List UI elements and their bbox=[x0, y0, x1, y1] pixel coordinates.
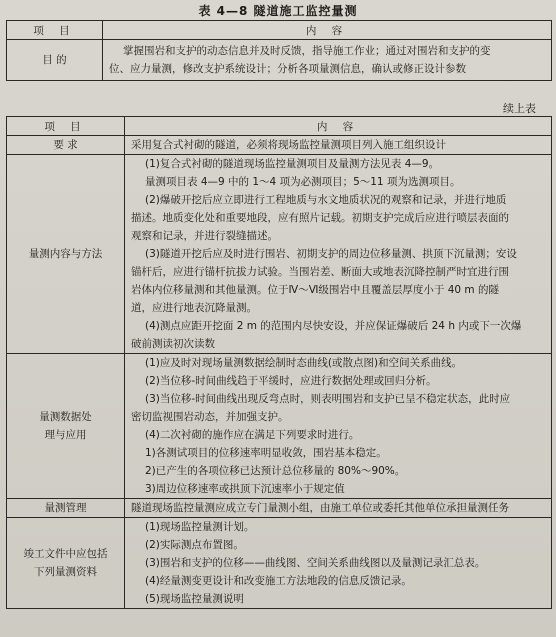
purpose-row bbox=[7, 40, 552, 81]
row-label-line: 竣工文件中应包括 bbox=[23, 548, 108, 560]
header-item: 项 目 bbox=[7, 21, 103, 40]
content-line: (4)经量测变更设计和改变施工方法地段的信息反馈记录。 bbox=[145, 575, 412, 587]
row-content bbox=[125, 499, 552, 518]
row-label-line: 要 求 bbox=[53, 139, 78, 151]
content-line: 3)周边位移速率或拱顶下沉速率小于规定值 bbox=[145, 483, 345, 495]
row-label-line: 量测内容与方法 bbox=[28, 248, 103, 260]
continued-header-row bbox=[7, 117, 552, 136]
content-line: 2)已产生的各项位移已达预计总位移量的 80%～90%。 bbox=[145, 465, 406, 477]
content-line: (4)测点应距开挖面 2 m 的范围内尽快安设，并应保证爆破后 24 h 内或下一次爆 bbox=[145, 320, 522, 332]
row-label-line: 量测数据处 bbox=[39, 411, 92, 423]
content-line: 1)各测试项目的位移速率明显收敛，围岩基本稳定。 bbox=[145, 447, 387, 459]
content-line: 破前测读初次读数 bbox=[131, 338, 215, 350]
content-line: (4)二次衬砌的施作应在满足下列要求时进行。 bbox=[145, 429, 360, 441]
content-line: 观察和记录，并进行裂缝描述。 bbox=[131, 230, 278, 242]
measurement-method-row bbox=[7, 155, 552, 354]
content-line: (2)实际测点布置图。 bbox=[145, 539, 244, 551]
completion-documents-row bbox=[7, 518, 552, 609]
top-header-row bbox=[7, 21, 552, 40]
content-line: (1)现场监控量测计划。 bbox=[145, 521, 255, 533]
content-line: (3)围岩和支护的位移——曲线图、空间关系曲线图以及量测记录汇总表。 bbox=[145, 557, 486, 569]
continued-label: 续上表 bbox=[503, 102, 536, 115]
content-line: 位、应力量测，修改支护系统设计；分析各项量测信息，确认或修正设计参数 bbox=[109, 63, 466, 75]
purpose-content bbox=[103, 40, 552, 81]
row-label bbox=[7, 155, 125, 354]
requirement-row bbox=[7, 136, 552, 155]
row-label-line: 下列量测资料 bbox=[34, 566, 97, 578]
top-table bbox=[6, 20, 552, 81]
content-line: (2)爆破开挖后应立即进行工程地质与水文地质状况的观察和记录，并进行地质 bbox=[145, 194, 507, 206]
row-label bbox=[7, 354, 125, 499]
content-line: 隧道现场监控量测应成立专门量测小组，由施工单位或委托其他单位承担量测任务 bbox=[131, 502, 509, 514]
measurement-management-row bbox=[7, 499, 552, 518]
content-line: (1)复合式衬砌的隧道现场监控量测项目及量测方法见表 4—9。 bbox=[145, 158, 440, 170]
row-label bbox=[7, 499, 125, 518]
continued-table bbox=[6, 116, 552, 609]
content-line: 道，应进行地表沉降量测。 bbox=[131, 302, 257, 314]
row-label bbox=[7, 518, 125, 609]
content-line: 采用复合式衬砌的隧道，必须将现场监控量测项目列入施工组织设计 bbox=[131, 139, 446, 151]
row-content bbox=[125, 354, 552, 499]
content-line: (3)当位移-时间曲线出现反弯点时，则表明围岩和支护已呈不稳定状态，此时应 bbox=[145, 393, 511, 405]
table-title: 表 4—8 隧道施工监控量测 bbox=[198, 4, 358, 18]
table-body bbox=[7, 136, 552, 609]
header-content: 内 容 bbox=[125, 117, 552, 136]
content-line: 锚杆后，应进行锚杆抗拔力试验。当围岩差、断面大或地表沉降控制严时宜进行围 bbox=[131, 266, 509, 278]
content-line: 量测项目表 4—9 中的 1～4 项为必测项目；5～11 项为选测项目。 bbox=[145, 176, 461, 188]
row-label-line: 量测管理 bbox=[44, 502, 87, 514]
data-processing-row bbox=[7, 354, 552, 499]
header-item: 项 目 bbox=[7, 117, 125, 136]
content-line: 密切监视围岩动态，并加强支护。 bbox=[131, 411, 289, 423]
content-line: (3)隧道开挖后应及时进行围岩、初期支护的周边位移量测、拱顶下沉量测；安设 bbox=[145, 248, 517, 260]
row-label-line: 理与应用 bbox=[44, 429, 87, 441]
content-line: (1)应及时对现场量测数据绘制时态曲线(或散点图)和空间关系曲线。 bbox=[145, 357, 463, 369]
content-line: (5)现场监控量测说明 bbox=[145, 593, 244, 605]
content-line: 岩体内位移量测和其他量测。位于Ⅳ～Ⅵ级围岩中且覆盖层厚度小于 40 m 的隧 bbox=[131, 284, 499, 296]
content-line: 描述。地质变化处和重要地段，应有照片记载。初期支护完成后应进行喷层表面的 bbox=[131, 212, 509, 224]
row-content bbox=[125, 136, 552, 155]
row-label-purpose: 目 的 bbox=[7, 40, 103, 81]
row-label bbox=[7, 136, 125, 155]
row-content bbox=[125, 518, 552, 609]
content-line: (2)当位移-时间曲线趋于平缓时，应进行数据处理或回归分析。 bbox=[145, 375, 437, 387]
content-line: 掌握围岩和支护的动态信息并及时反馈，指导施工作业；通过对围岩和支护的变 bbox=[123, 45, 491, 57]
row-content bbox=[125, 155, 552, 354]
header-content: 内 容 bbox=[103, 21, 552, 40]
